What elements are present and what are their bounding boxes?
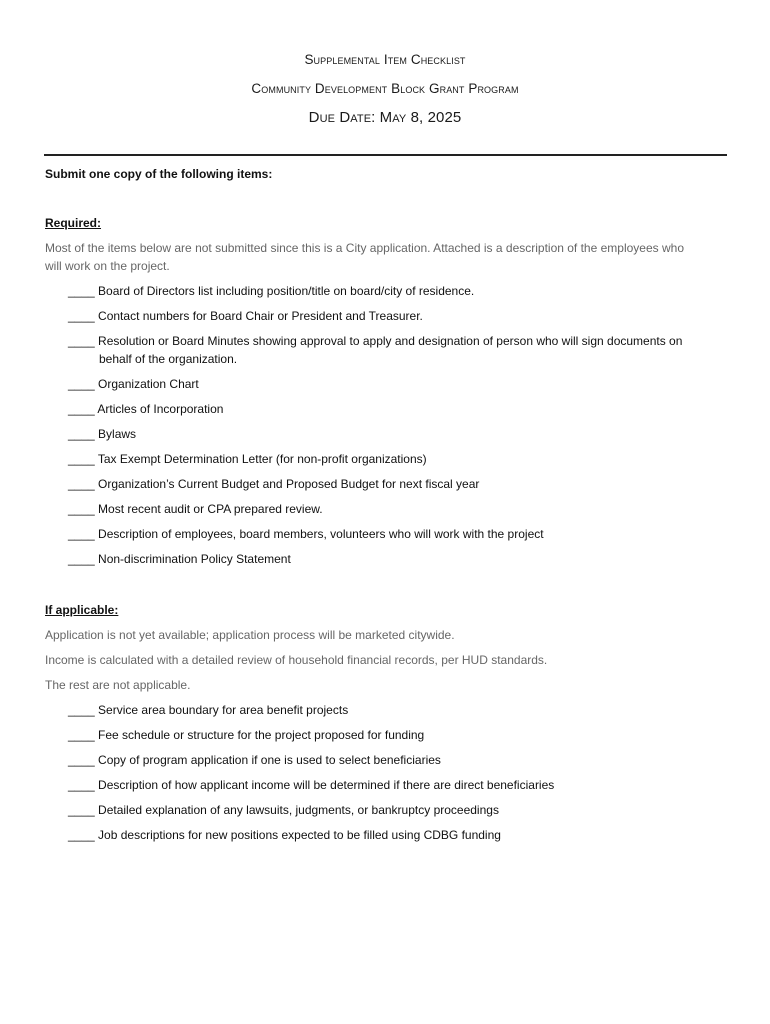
checklist-item-text: Copy of program application if one is used to select beneficiaries [98,753,441,767]
checkbox-blank[interactable]: ____ [68,828,95,842]
checkbox-blank[interactable]: ____ [68,703,95,717]
applicable-heading: If applicable: [45,603,119,617]
required-note-line1: Most of the items below are not submitted since this is a City application. Attached is a description of the employees who [45,241,684,255]
checkbox-blank[interactable]: ____ [68,778,95,792]
checkbox-blank[interactable]: ____ [68,502,95,516]
checkbox-blank[interactable]: ____ [68,452,95,466]
checklist-item [68,728,424,742]
checklist-item-text: Description of how applicant income will be determined if there are direct beneficiaries [98,778,555,792]
checklist-item-text: Detailed explanation of any lawsuits, judgments, or bankruptcy proceedings [98,803,499,817]
header-divider [44,154,727,156]
checklist-item-text: Description of employees, board members, volunteers who will work with the project [98,527,544,541]
checklist-item-text: Bylaws [98,427,137,441]
checklist-item [68,502,323,516]
checklist-item [68,552,291,566]
checkbox-blank[interactable]: ____ [68,377,95,391]
checkbox-blank[interactable]: ____ [68,402,95,416]
checklist-item [68,753,441,767]
checkbox-blank[interactable]: ____ [68,803,95,817]
checkbox-blank[interactable]: ____ [68,427,95,441]
checklist-item [68,427,136,441]
checkbox-blank[interactable]: ____ [68,334,95,348]
checklist-item-text: Fee schedule or structure for the project proposed for funding [98,728,425,742]
checkbox-blank[interactable]: ____ [68,284,95,298]
checklist-item-text: Organization’s Current Budget and Proposed Budget for next fiscal year [98,477,480,491]
checklist-item [68,828,501,842]
checklist-item [68,778,554,792]
checklist-item-text: Service area boundary for area benefit projects [98,703,349,717]
program-name: Community Development Block Grant Program [251,81,519,96]
applicable-note: Application is not yet available; application process will be marketed citywide. [45,628,455,642]
checklist-item-text: Job descriptions for new positions expected to be filled using CDBG funding [98,828,501,842]
required-note-line2: will work on the project. [45,259,170,273]
checkbox-blank[interactable]: ____ [68,728,95,742]
checklist-item-text: Tax Exempt Determination Letter (for non-profit organizations) [97,452,427,466]
checklist-item [68,402,223,416]
intro-text: Submit one copy of the following items: [45,167,273,181]
checklist-item-text: Non-discrimination Policy Statement [98,552,291,566]
checklist-item-text: Organization Chart [98,377,199,391]
checklist-item [68,527,544,541]
due-date: Due Date: May 8, 2025 [308,109,462,126]
checklist-item-text: Board of Directors list including position/title on board/city of residence. [98,284,475,298]
checkbox-blank[interactable]: ____ [68,552,95,566]
checkbox-blank[interactable]: ____ [68,753,95,767]
checklist-item [68,452,427,466]
checklist-item-text: Contact numbers for Board Chair or President and Treasurer. [98,309,423,323]
checklist-item [68,334,682,348]
checkbox-blank[interactable]: ____ [68,309,95,323]
checkbox-blank[interactable]: ____ [68,477,95,491]
required-heading: Required: [45,216,102,230]
checklist-item-text: Resolution or Board Minutes showing approval to apply and designation of person who will sign documents on [98,334,683,348]
checklist-item-continuation: behalf of the organization. [99,352,238,366]
checklist-item [68,477,479,491]
applicable-note: Income is calculated with a detailed review of household financial records, per HUD standards. [45,653,548,667]
checklist-item-text: Most recent audit or CPA prepared review. [98,502,323,516]
checklist-item [68,803,499,817]
document-title: Supplemental Item Checklist [304,52,466,67]
checklist-item-text: Articles of Incorporation [97,402,224,416]
checkbox-blank[interactable]: ____ [68,527,95,541]
applicable-note: The rest are not applicable. [45,678,191,692]
checklist-item [68,703,348,717]
checklist-item [68,284,474,298]
checklist-item [68,377,199,391]
checklist-item [68,309,423,323]
